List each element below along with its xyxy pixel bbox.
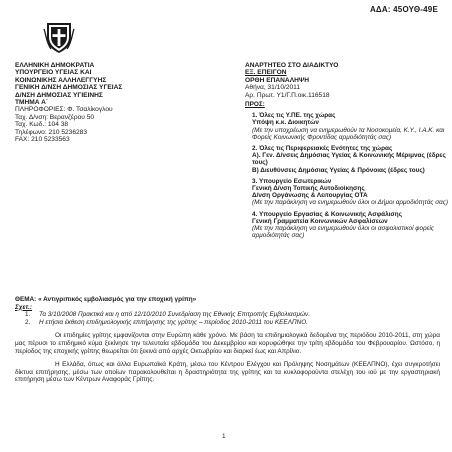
body-paragraph: Οι επιδημίες γρίπης εμφανίζονται στην Ευρώπη κάθε χρόνο. Με βάση τα επιδημιολογικά δεδομένα της περιόδου 2010-2011, στη χώρα μας πέρυσι το επιδημικό κύμα ξεκίνησε την τελευταία εβδομάδα του Δεκεμβρίου και κορυφώθηκε την τρίτη εβδομάδα του Φεβρουαρίου. Ωστόσο, η περίοδος της εποχικής γρίπης θεωρείται ότι ξεκινά από αρχές Οκτωβρίου και διαρκεί έως και Απρίλιο. [15,332,440,355]
reference-item: 1. Τα 3/10/2008 Πρακτικά και η από 12/10/2010 Συνεδρίαση της Εθνικής Επιτροπής Εμβολιασμών. [25,311,310,319]
letter-body [15,296,440,384]
contact-line: Ταχ. Κωδ.: 104 38 [15,121,69,129]
header-line: ΤΜΗΜΑ Α΄ [15,99,49,107]
contact-line: FAX: 210 5233563 [15,136,70,144]
sender-header [15,62,230,143]
ada-code: ΑΔΑ: 45ΟΥΘ-49Ε [369,5,438,14]
urgency-notice: ΕΞ. ΕΠΕΙΓΟΝ [245,69,287,77]
correction-notice: ΟΡΘΗ ΕΠΑΝΑΛΗΨΗ [245,76,309,84]
document-date: Αθήνα, 31/10/2011 [245,84,301,92]
header-line: ΚΟΙΝΩΝΙΚΗΣ ΑΛΛΗΛΕΓΓΥΗΣ [15,76,107,84]
recipients-label: ΠΡΟΣ: [245,101,265,108]
contact-line: Ταχ. Δ/νση: Βερανζέρου 50 [15,113,95,121]
protocol-number: Αρ. Πρωτ. Υ1/Γ.Π.οικ.116518 [245,91,330,99]
posting-notice: ΑΝΑΡΤΗΤΕΟ ΣΤΟ ΔΙΑΔΙΚΤΥΟ [245,62,339,69]
recipient-item: 2. Όλες τις Περιφερειακές Ενότητες της χώρας Α). Γεν. Δ/νσεις Δημόσιας Υγείας & Κοινωνικής Μέριμνας (έδρες τους) Β) Διευθύνσεις Δημόσιας Υγείας & Πρόνοιας (έδρες τους) [252,145,446,174]
header-line: ΥΠΟΥΡΓΕΙΟ ΥΓΕΙΑΣ ΚΑΙ [15,69,92,77]
body-paragraph: Η Ελλάδα, όπως και άλλα Ευρωπαϊκά Κράτη, μέσω του Κέντρου Ελέγχου και Πρόληψης Νοσημάτων (ΚΕΕΛΠΝΟ), έχει συγκροτήσει δίκτυα επιτήρησης, μέσω των οποίων παρακολουθείται η δραστηριότητα της γρίπης και τα κυκλοφορούντα στελέχη του ιού με την εργαστηριακή επιτήρηση μέσω των Κέντρων Αναφοράς Γρίπης. [15,361,440,384]
recipients-list [245,101,450,239]
greek-coat-of-arms-icon [43,20,75,54]
recipient-item: 4. Υπουργείο Εργασίας & Κοινωνικής Ασφάλισης Γενική Γραμματεία Κοινωνικών Ασφαλίσεων (Με την παράκληση να ενημερωθούν όλοι οι ασφαλιστικοί φορείς αρμοδιότητάς σας) [252,210,435,240]
contact-line: ΠΛΗΡΟΦΟΡΙΕΣ: Φ. Τσαλίκογλου [15,106,113,114]
header-line: ΓΕΝΙΚΗ Δ/ΝΣΗ ΔΗΜΟΣΙΑΣ ΥΓΕΙΑΣ [15,84,123,92]
subject-line: ΘΕΜΑ: « Αντιγριπικός εμβολιασμός για την εποχική γρίπη» [15,296,197,303]
page-number: 1 [222,433,226,440]
references-label: Σχετ.: [15,303,33,311]
recipient-item: 3. Υπουργείο Εσωτερικών Γενική Δ/νση Τοπικής Αυτοδιοίκησης Δ/νση Οργάνωσης & Λειτουργίας ΟΤΑ (Με την παράκληση να ενημερωθούν όλοι οι Δήμοι αρμοδιότητάς σας) [252,177,448,207]
header-line: Δ/ΝΣΗ ΔΗΜΟΣΙΑΣ ΥΓΙΕΙΝΗΣ [15,91,103,99]
document-status-header [245,62,445,99]
contact-line: Τηλέφωνο: 210 5236283 [15,128,88,136]
reference-item: 2. Η ετήσια έκθεση επιδημιολογικής επιτήρησης της γρίπης – περίοδος 2010-2011 του ΚΕΕΛΠΝΟ. [25,318,308,326]
recipient-item: 1. Όλες τις Υ.ΠΕ. της χώρας Υπόψη κ.κ. Διοικητών (Με την υποχρέωση να ενημερωθούν τα Νοσοκομεία, Κ.Υ., Ι.Α.Κ. και Φορείς Κοινωνικής Φροντίδας αρμοδιότητάς σας) [252,112,445,141]
header-line: ΕΛΛΗΝΙΚΗ ΔΗΜΟΚΡΑΤΙΑ [15,62,95,69]
